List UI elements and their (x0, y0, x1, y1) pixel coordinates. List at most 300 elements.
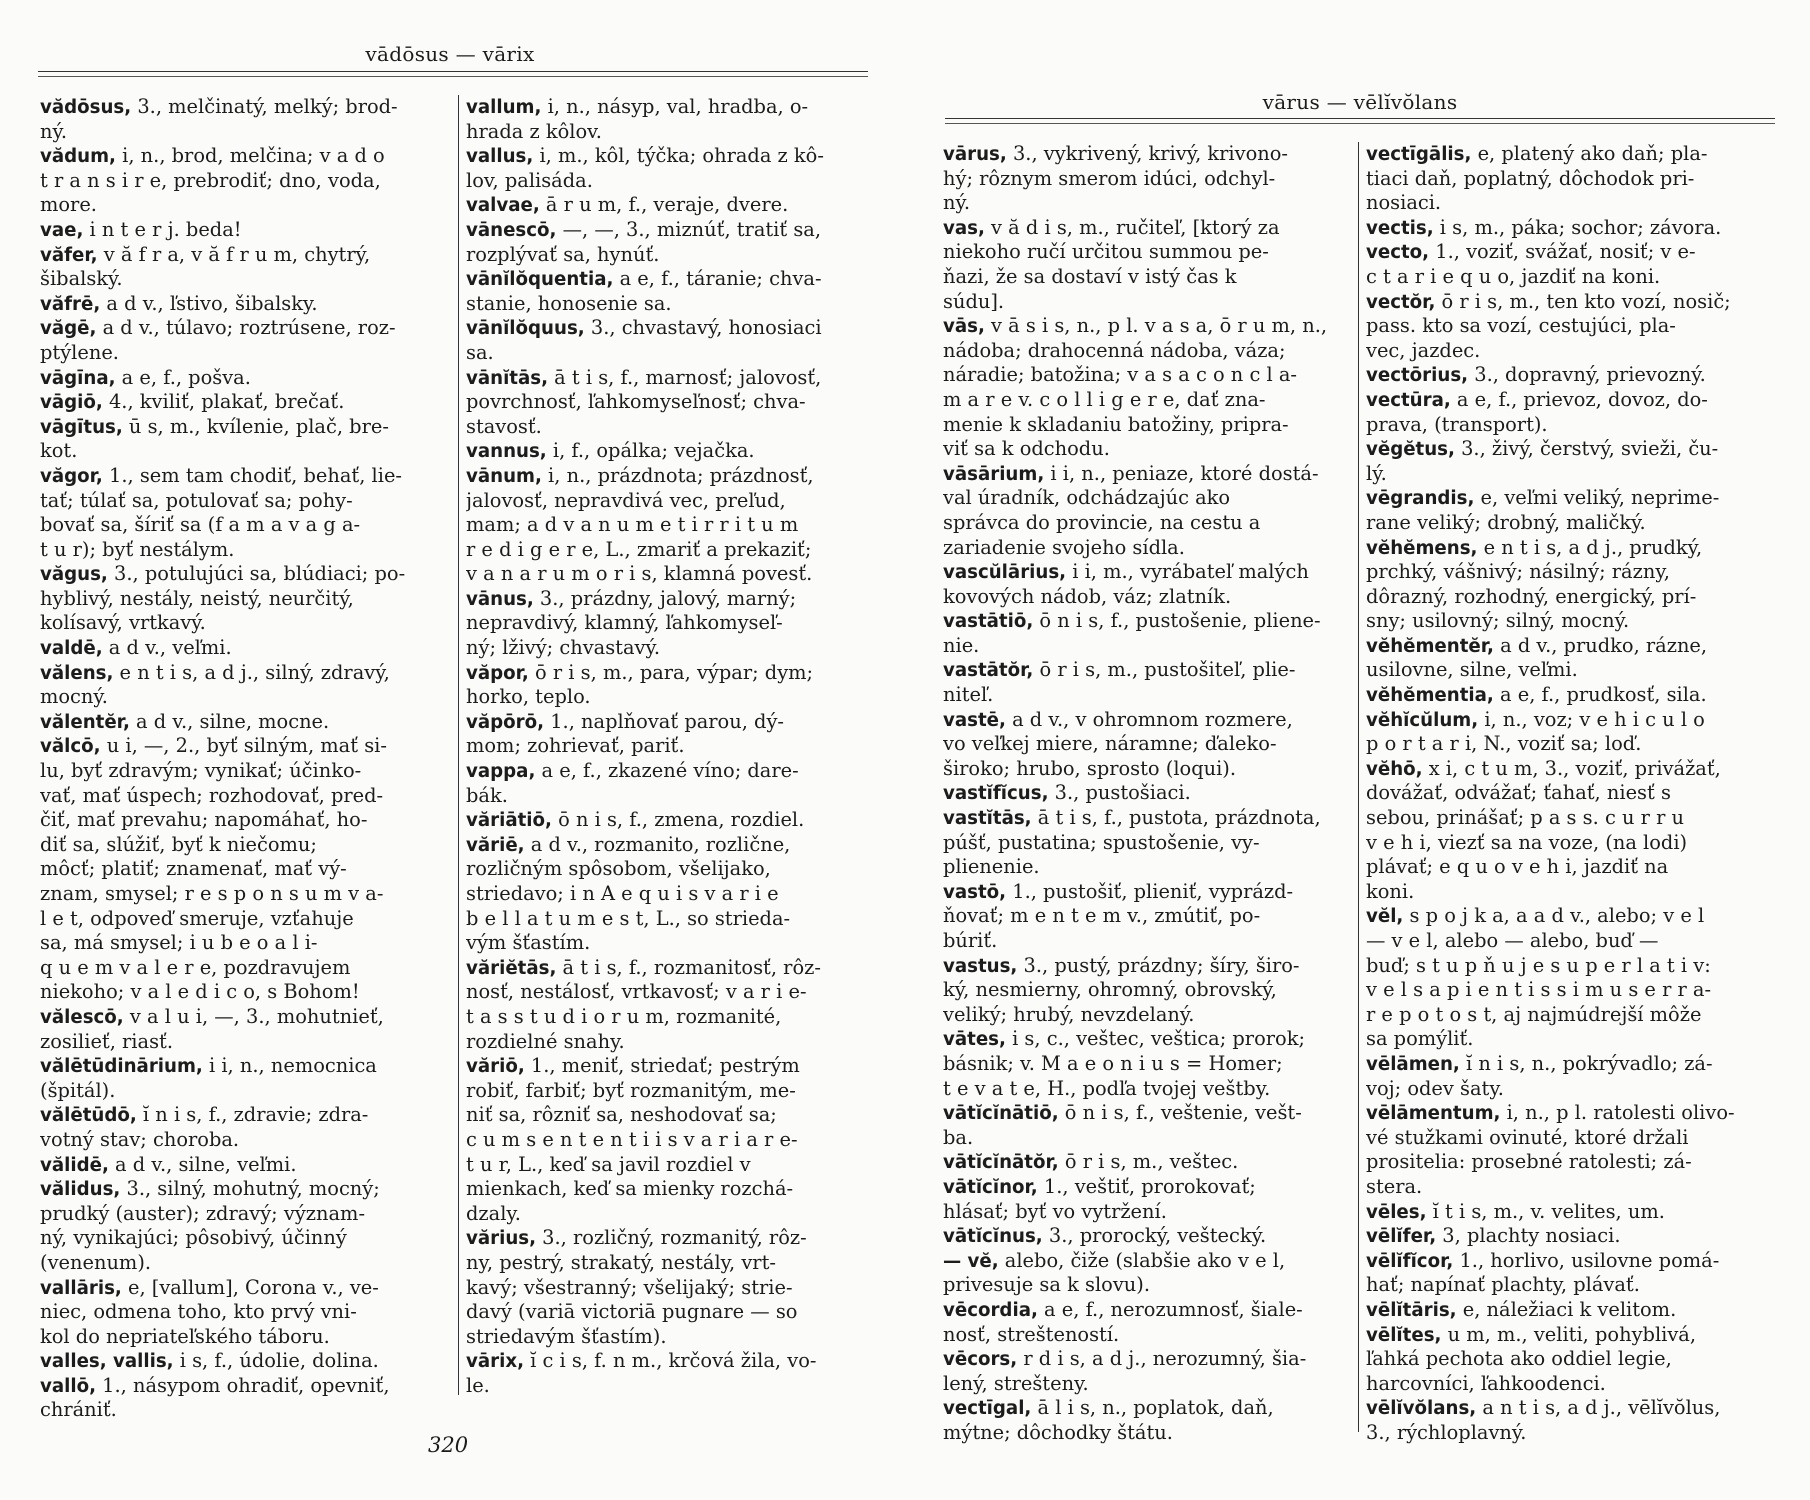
dictionary-line (466, 636, 881, 661)
dictionary-line (466, 1276, 881, 1301)
headword: vectis, (1366, 217, 1434, 239)
dictionary-line (1366, 388, 1786, 413)
dictionary-line (1366, 314, 1786, 339)
dictionary-line (1366, 191, 1786, 216)
definition-text: ō r i s, m., para, výpar; dym; (528, 660, 814, 684)
right-page (935, 0, 1810, 1500)
definition-text: púšť, pustatina; spustošenie, vy- (943, 830, 1260, 854)
definition-text: a e, f., pošva. (115, 365, 251, 389)
definition-text: zosilieť, riasť. (40, 1029, 173, 1053)
dictionary-line (1366, 1077, 1786, 1102)
definition-text: vať, mať úspech; rozhodovať, pred- (40, 783, 384, 807)
definition-text: hyblivý, nestály, neistý, neurčitý, (40, 586, 354, 610)
definition-text: stera. (1366, 1174, 1423, 1198)
dictionary-line (40, 980, 455, 1005)
definition-text: ĭ n i s, n., pokrývadlo; zá- (1459, 1051, 1713, 1075)
dictionary-line (1366, 732, 1786, 757)
definition-text: ľahká pechota ako oddiel legie, (1366, 1347, 1672, 1371)
dictionary-line (40, 685, 455, 710)
definition-text: 1., horlivo, usilovne pomá- (1453, 1248, 1720, 1272)
dictionary-line (1366, 658, 1786, 683)
definition-text: ā r u m, f., veraje, dvere. (539, 193, 789, 217)
headword: vălentĕr, (40, 711, 130, 733)
headword: vātĭcĭnātiō, (943, 1103, 1059, 1125)
dictionary-line (1366, 1101, 1786, 1126)
dictionary-line (466, 316, 881, 341)
dictionary-line (466, 513, 881, 538)
dictionary-line (943, 757, 1353, 782)
definition-text: c u m s e n t e n t i i s v a r i a r e- (466, 1127, 798, 1151)
headword: vastātŏr, (943, 660, 1034, 682)
dictionary-line (466, 808, 881, 833)
header-rule-right-2 (945, 123, 1775, 124)
headword: vēlĭtāris, (1366, 1299, 1457, 1321)
dictionary-line (466, 415, 881, 440)
dictionary-line (466, 1030, 881, 1055)
dictionary-line (40, 587, 455, 612)
dictionary-line (943, 1150, 1353, 1175)
dictionary-line (1366, 536, 1786, 561)
dictionary-line (466, 341, 881, 366)
definition-text: t a s s t u d i o r u m, rozmanité, (466, 1004, 782, 1028)
dictionary-line (1366, 560, 1786, 585)
dictionary-line (943, 536, 1353, 561)
definition-text: v ă d i s, m., ručiteľ, [ktorý za (984, 215, 1280, 239)
right-column-divider (1358, 142, 1359, 1432)
definition-text: 1., násypom ohradiť, opevniť, (96, 1373, 390, 1397)
dictionary-line (1366, 978, 1786, 1003)
definition-text: mam; a d v a n u m e t i r r i t u m (466, 513, 799, 537)
dictionary-line (40, 95, 455, 120)
dictionary-line (943, 413, 1353, 438)
definition-text: r e p o t o s t, aj najmúdrejší môže (1366, 1002, 1702, 1026)
dictionary-line (943, 1175, 1353, 1200)
dictionary-line (943, 388, 1353, 413)
dictionary-line (1366, 1347, 1786, 1372)
headword: vārix, (466, 1351, 524, 1373)
dictionary-line (1366, 1052, 1786, 1077)
dictionary-line (943, 732, 1353, 757)
definition-text: davý (variā victoriā pugnare — so (466, 1300, 798, 1324)
headword: vātes, (943, 1029, 1006, 1051)
definition-text: hý; rôznym smerom idúci, odchyl- (943, 166, 1276, 190)
definition-text: prchký, vášnivý; násilný; rázny, (1366, 560, 1670, 584)
definition-text: pass. kto sa vozí, cestujúci, pla- (1366, 314, 1676, 338)
definition-text: kovových nádob, váz; zlatník. (943, 584, 1232, 608)
dictionary-line (466, 857, 881, 882)
headword: vărius, (466, 1228, 537, 1250)
definition-text: b e l l a t u m e s t, L., so strieda- (466, 906, 791, 930)
definition-text: 1., pustošiť, plieniť, vyprázd- (1006, 879, 1294, 903)
headword: vectīgālis, (1366, 144, 1472, 165)
dictionary-line (1366, 831, 1786, 856)
dictionary-line (1366, 1396, 1786, 1421)
dictionary-line (1366, 240, 1786, 265)
dictionary-line (40, 784, 455, 809)
definition-text: s p o j k a, a a d v., alebo; v e l (1403, 904, 1705, 928)
dictionary-line (943, 806, 1353, 831)
definition-text: rozdielné snahy. (466, 1029, 625, 1053)
dictionary-line (943, 1273, 1353, 1298)
definition-text: viť sa k odchodu. (943, 437, 1110, 461)
dictionary-line (1366, 708, 1786, 733)
dictionary-line (943, 1249, 1353, 1274)
headword: văgē, (40, 318, 97, 340)
definition-text: plávať; e q u o v e h i, jazdiť na (1366, 855, 1669, 879)
headword: vēlĭfĭcor, (1366, 1250, 1454, 1272)
definition-text: ĭ c i s, f. n m., krčová žila, vo- (523, 1349, 817, 1373)
definition-text: vým šťastím. (466, 931, 591, 955)
left-column-divider (458, 95, 459, 1395)
definition-text: lu, byť zdravým; vynikať; účinko- (40, 759, 362, 783)
dictionary-line (40, 243, 455, 268)
definition-text: sebou, prinášať; p a s s. c u r r u (1366, 806, 1684, 830)
definition-text: a d v., silne, mocne. (129, 709, 330, 733)
definition-text: 3., vykrivený, krivý, krivono- (1006, 142, 1288, 165)
definition-text: povrchnosť, ľahkomyseľnosť; chva- (466, 390, 806, 414)
dictionary-line (466, 538, 881, 563)
definition-text: nádoba; drahocenná nádoba, váza; (943, 338, 1286, 362)
dictionary-line (40, 1153, 455, 1178)
definition-text: v a n a r u m o r i s, klamná povesť. (466, 562, 813, 586)
definition-text: t r a n s i r e, prebrodiť; dno, voda, (40, 168, 381, 192)
definition-text: i, m., kôl, týčka; ohrada z kô- (533, 144, 824, 168)
dictionary-line (943, 511, 1353, 536)
headword: vĕl, (1366, 906, 1404, 928)
headword: vastĭtās, (943, 808, 1032, 830)
definition-text: môcť; platiť; znamenať, mať vý- (40, 857, 347, 881)
dictionary-line (1366, 265, 1786, 290)
definition-text: a d v., veľmi. (102, 636, 232, 660)
dictionary-line (466, 464, 881, 489)
dictionary-line (466, 833, 881, 858)
dictionary-line (466, 120, 881, 145)
dictionary-line (466, 292, 881, 317)
dictionary-line (466, 661, 881, 686)
header-rule-right (945, 118, 1775, 119)
definition-text: i s, m., páka; sochor; závora. (1433, 215, 1722, 239)
dictionary-line (1366, 585, 1786, 610)
headword: vĕgĕtus, (1366, 439, 1455, 461)
dictionary-line (40, 1276, 455, 1301)
dictionary-line (466, 956, 881, 981)
dictionary-line (1366, 609, 1786, 634)
dictionary-line (466, 366, 881, 391)
headword: vastātiō, (943, 611, 1034, 633)
definition-text: i, n., p l. ratolesti olivo- (1500, 1101, 1735, 1125)
dictionary-line (466, 1325, 881, 1350)
headword: vastē, (943, 709, 1006, 731)
definition-text: niekoho ručí určitou summou pe- (943, 240, 1269, 264)
definition-text: 1., naplňovať parou, dý- (544, 709, 784, 733)
dictionary-line (466, 907, 881, 932)
dictionary-line (40, 292, 455, 317)
headword: vēlĭvŏlans, (1366, 1398, 1477, 1420)
dictionary-line (40, 1103, 455, 1128)
definition-text: a d v., rozmanito, rozlične, (524, 832, 791, 856)
headword: vectōrius, (1366, 365, 1469, 387)
definition-text: more. (40, 193, 97, 217)
dictionary-line (40, 1374, 455, 1399)
headword: vĕhō, (1366, 758, 1423, 780)
headword: văriō, (466, 1056, 525, 1078)
headword: valdē, (40, 638, 103, 660)
definition-text: a d v., v ohromnom rozmere, (1005, 707, 1293, 731)
definition-text: ĭ t i s, m., v. velites, um. (1426, 1199, 1665, 1223)
definition-text: niekoho; v a l e d i c o, s Bohom! (40, 980, 360, 1004)
definition-text: nosť, nestálosť, vrtkavosť; v a r i e- (466, 980, 807, 1004)
dictionary-line (943, 1003, 1353, 1028)
headword: valvae, (466, 195, 540, 217)
definition-text: x i, c t u m, 3., voziť, privážať, (1422, 756, 1721, 780)
headword: văriĕtās, (466, 957, 557, 979)
headword: vāsārium, (943, 463, 1045, 485)
dictionary-line (1366, 1003, 1786, 1028)
headword: vălens, (40, 662, 114, 684)
definition-text: rane veliký; drobný, maličký. (1366, 510, 1646, 534)
dictionary-line (40, 1226, 455, 1251)
dictionary-line (40, 489, 455, 514)
definition-text: kol do nepriateľského táboru. (40, 1324, 330, 1348)
headword: vēlĭfer, (1366, 1226, 1437, 1248)
definition-text: ā t i s, f., marnosť; jalovosť, (548, 365, 822, 389)
definition-text: vé stužkami ovinuté, ktoré držali (1366, 1125, 1689, 1149)
dictionary-line (40, 734, 455, 759)
dictionary-line (943, 1224, 1353, 1249)
dictionary-line (1366, 781, 1786, 806)
dictionary-line (1366, 142, 1786, 167)
definition-text: 3., pustý, prázdny; šíry, širo- (1017, 953, 1300, 977)
definition-text: vec, jazdec. (1366, 338, 1481, 362)
definition-text: ňazi, že sa dostaví v istý čas k (943, 264, 1237, 288)
headword: vascŭlārius, (943, 562, 1067, 584)
dictionary-line (40, 218, 455, 243)
dictionary-line (40, 464, 455, 489)
headword: vallus, (466, 146, 534, 168)
dictionary-line (1366, 1126, 1786, 1151)
dictionary-line (943, 1027, 1353, 1052)
definition-text: básnik; v. M a e o n i u s = Homer; (943, 1051, 1283, 1075)
dictionary-line (466, 1153, 881, 1178)
definition-text: zariadenie svojeho sídla. (943, 535, 1185, 559)
dictionary-line (466, 1374, 881, 1399)
dictionary-line (40, 538, 455, 563)
dictionary-line (943, 609, 1353, 634)
definition-text: i i, n., nemocnica (202, 1054, 377, 1078)
dictionary-line (943, 1323, 1353, 1348)
dictionary-line (943, 437, 1353, 462)
headword: vallāris, (40, 1277, 122, 1299)
definition-text: prava, (transport). (1366, 412, 1548, 436)
definition-text: robiť, farbiť; byť rozmanitým, me- (466, 1078, 796, 1102)
headword: vānĭtās, (466, 367, 549, 389)
dictionary-line (943, 216, 1353, 241)
dictionary-line (1366, 1372, 1786, 1397)
dictionary-line (466, 1202, 881, 1227)
definition-text: horko, teplo. (466, 685, 591, 709)
definition-text: (špitál). (40, 1078, 116, 1102)
dictionary-line (943, 1347, 1353, 1372)
definition-text: ō n i s, f., zmena, rozdiel. (551, 808, 805, 832)
definition-text: menie k skladaniu batožiny, pripra- (943, 412, 1289, 436)
definition-text: a d v., silne, veľmi. (108, 1152, 297, 1176)
dictionary-line (1366, 929, 1786, 954)
dictionary-line (466, 882, 881, 907)
definition-text: bák. (466, 783, 508, 807)
definition-text: t e v a t e, H., podľa tvojej veštby. (943, 1076, 1271, 1100)
definition-text: kavý; všestranný; všelijaký; strie- (466, 1275, 793, 1299)
definition-text: mýtne; dôchodky štátu. (943, 1420, 1173, 1444)
definition-text: ō n i s, f., veštenie, vešt- (1058, 1101, 1302, 1125)
definition-text: sa. (466, 340, 494, 364)
dictionary-line (1366, 511, 1786, 536)
dictionary-line (40, 1054, 455, 1079)
header-rule-left-2 (38, 76, 868, 77)
dictionary-line (1366, 904, 1786, 929)
dictionary-line (466, 685, 881, 710)
definition-text: lov, palisáda. (466, 168, 593, 192)
dictionary-line (943, 831, 1353, 856)
headword: vēlĭtes, (1366, 1324, 1442, 1346)
definition-text: e, platený ako daň; pla- (1471, 142, 1708, 165)
dictionary-line (40, 1251, 455, 1276)
definition-text: ba. (943, 1125, 974, 1149)
dictionary-line (1366, 757, 1786, 782)
headword: vāgītus, (40, 416, 123, 438)
dictionary-line (466, 1300, 881, 1325)
dictionary-line (40, 316, 455, 341)
definition-text: prositelia: prosebné ratolesti; zá- (1366, 1150, 1692, 1174)
dictionary-line (466, 243, 881, 268)
headword: vēlāmen, (1366, 1053, 1460, 1075)
headword: văgus, (40, 564, 108, 586)
headword: vĕhĕmentĕr, (1366, 635, 1494, 657)
headword: vāgīna, (40, 367, 116, 389)
dictionary-line (943, 1052, 1353, 1077)
dictionary-line (1366, 486, 1786, 511)
headword: văriātiō, (466, 810, 552, 832)
definition-text: c t a r i e q u o, jazdiť na koni. (1366, 264, 1661, 288)
definition-text: r e d i g e r e, L., zmariť a prekaziť; (466, 537, 812, 561)
running-head-right: vārus — vēlĭvŏlans (1262, 90, 1458, 114)
dictionary-line (1366, 1298, 1786, 1323)
dictionary-line (1366, 1273, 1786, 1298)
definition-text: niť sa, rôzniť sa, neshodovať sa; (466, 1103, 777, 1127)
dictionary-line (40, 144, 455, 169)
dictionary-line (1366, 1421, 1786, 1446)
definition-text: a e, f., prievoz, dovoz, do- (1450, 387, 1708, 411)
definition-text: dôrazný, rozhodný, energický, prí- (1366, 584, 1697, 608)
dictionary-line (466, 710, 881, 735)
definition-text: a n t i s, a d j., vēlĭvŏlus, (1476, 1396, 1721, 1420)
dictionary-line (40, 759, 455, 784)
definition-text: 4., kviliť, plakať, brečať. (102, 390, 345, 414)
headword: vāgiō, (40, 392, 103, 414)
definition-text: ny, pestrý, strakatý, nestály, vrt- (466, 1250, 776, 1274)
definition-text: nosiaci. (1366, 191, 1442, 215)
definition-text: 3, plachty nosiaci. (1436, 1224, 1621, 1248)
dictionary-line (466, 218, 881, 243)
definition-text: lý. (1366, 461, 1387, 485)
definition-text: 3., živý, čerstvý, svieži, ču- (1454, 437, 1719, 461)
dictionary-line (40, 956, 455, 981)
definition-text: ĭ n i s, f., zdravie; zdra- (136, 1103, 369, 1127)
definition-text: i, n., prázdnota; prázdnosť, (541, 463, 814, 487)
definition-text: ný. (40, 119, 68, 143)
dictionary-line (943, 929, 1353, 954)
definition-text: a e, f., prudkosť, sila. (1493, 683, 1707, 707)
definition-text: e n t i s, a d j., prudký, (1477, 535, 1703, 559)
definition-text: znam, smysel; r e s p o n s u m v a- (40, 882, 384, 905)
headword: vallum, (466, 97, 542, 118)
dictionary-line (40, 1349, 455, 1374)
headword: văriē, (466, 834, 525, 856)
dictionary-line (943, 954, 1353, 979)
definition-text: široko; hrubo, sprosto (loqui). (943, 756, 1237, 780)
dictionary-line (1366, 462, 1786, 487)
definition-text: 1., voziť, svážať, nosiť; v e- (1429, 240, 1696, 264)
definition-text: ā l i s, n., poplatok, daň, (1031, 1396, 1274, 1420)
dictionary-line (943, 1101, 1353, 1126)
dictionary-line (1366, 363, 1786, 388)
definition-text: e n t i s, a d j., silný, zdravý, (113, 660, 390, 684)
dictionary-line (466, 980, 881, 1005)
definition-text: hrada z kôlov. (466, 119, 602, 143)
dictionary-line (943, 314, 1353, 339)
definition-text: ný. (943, 191, 971, 215)
definition-text: i, f., opálka; vejačka. (546, 439, 755, 463)
definition-text: lený, strešteny. (943, 1371, 1089, 1395)
left-column-1 (40, 95, 455, 1475)
dictionary-line (40, 513, 455, 538)
dictionary-line (466, 759, 881, 784)
definition-text: nepravdivý, klamný, ľahkomyseľ- (466, 611, 783, 635)
headword: văpor, (466, 662, 529, 684)
headword: vēles, (1366, 1201, 1427, 1223)
dictionary-line (943, 880, 1353, 905)
dictionary-line (466, 734, 881, 759)
dictionary-line (40, 931, 455, 956)
headword: vēlāmentum, (1366, 1103, 1501, 1125)
headword: vēcordia, (943, 1299, 1038, 1321)
dictionary-line (943, 634, 1353, 659)
dictionary-line (40, 1177, 455, 1202)
definition-text: mienkach, keď sa mienky rozchá- (466, 1177, 794, 1201)
definition-text: ū s, m., kvílenie, plač, bre- (122, 414, 389, 438)
definition-text: ný; lživý; chvastavý. (466, 636, 661, 660)
definition-text: diť sa, slúžiť, byť k niečomu; (40, 832, 317, 856)
definition-text: 1., meniť, striedať; pestrým (524, 1054, 800, 1078)
dictionary-line (40, 611, 455, 636)
definition-text: t u r); byť nestálym. (40, 537, 235, 561)
dictionary-line (466, 1251, 881, 1276)
definition-text: e, veľmi veliký, neprime- (1474, 486, 1720, 510)
dictionary-line (40, 833, 455, 858)
dictionary-line (40, 366, 455, 391)
dictionary-line (1366, 683, 1786, 708)
definition-text: p o r t a r i, N., voziť sa; loď. (1366, 732, 1642, 756)
header-rule-left (38, 71, 868, 72)
definition-text: q u e m v a l e r e, pozdravujem (40, 955, 351, 979)
dictionary-line (40, 907, 455, 932)
definition-text: ā t i s, f., pustota, prázdnota, (1031, 806, 1321, 830)
dictionary-line (466, 489, 881, 514)
definition-text: sa, má smysel; i u b e o a l i- (40, 931, 318, 955)
definition-text: nie. (943, 633, 980, 657)
definition-text: 1., veštiť, prorokovať; (1037, 1174, 1256, 1198)
definition-text: stanie, honosenie sa. (466, 291, 672, 315)
dictionary-line (40, 1128, 455, 1153)
